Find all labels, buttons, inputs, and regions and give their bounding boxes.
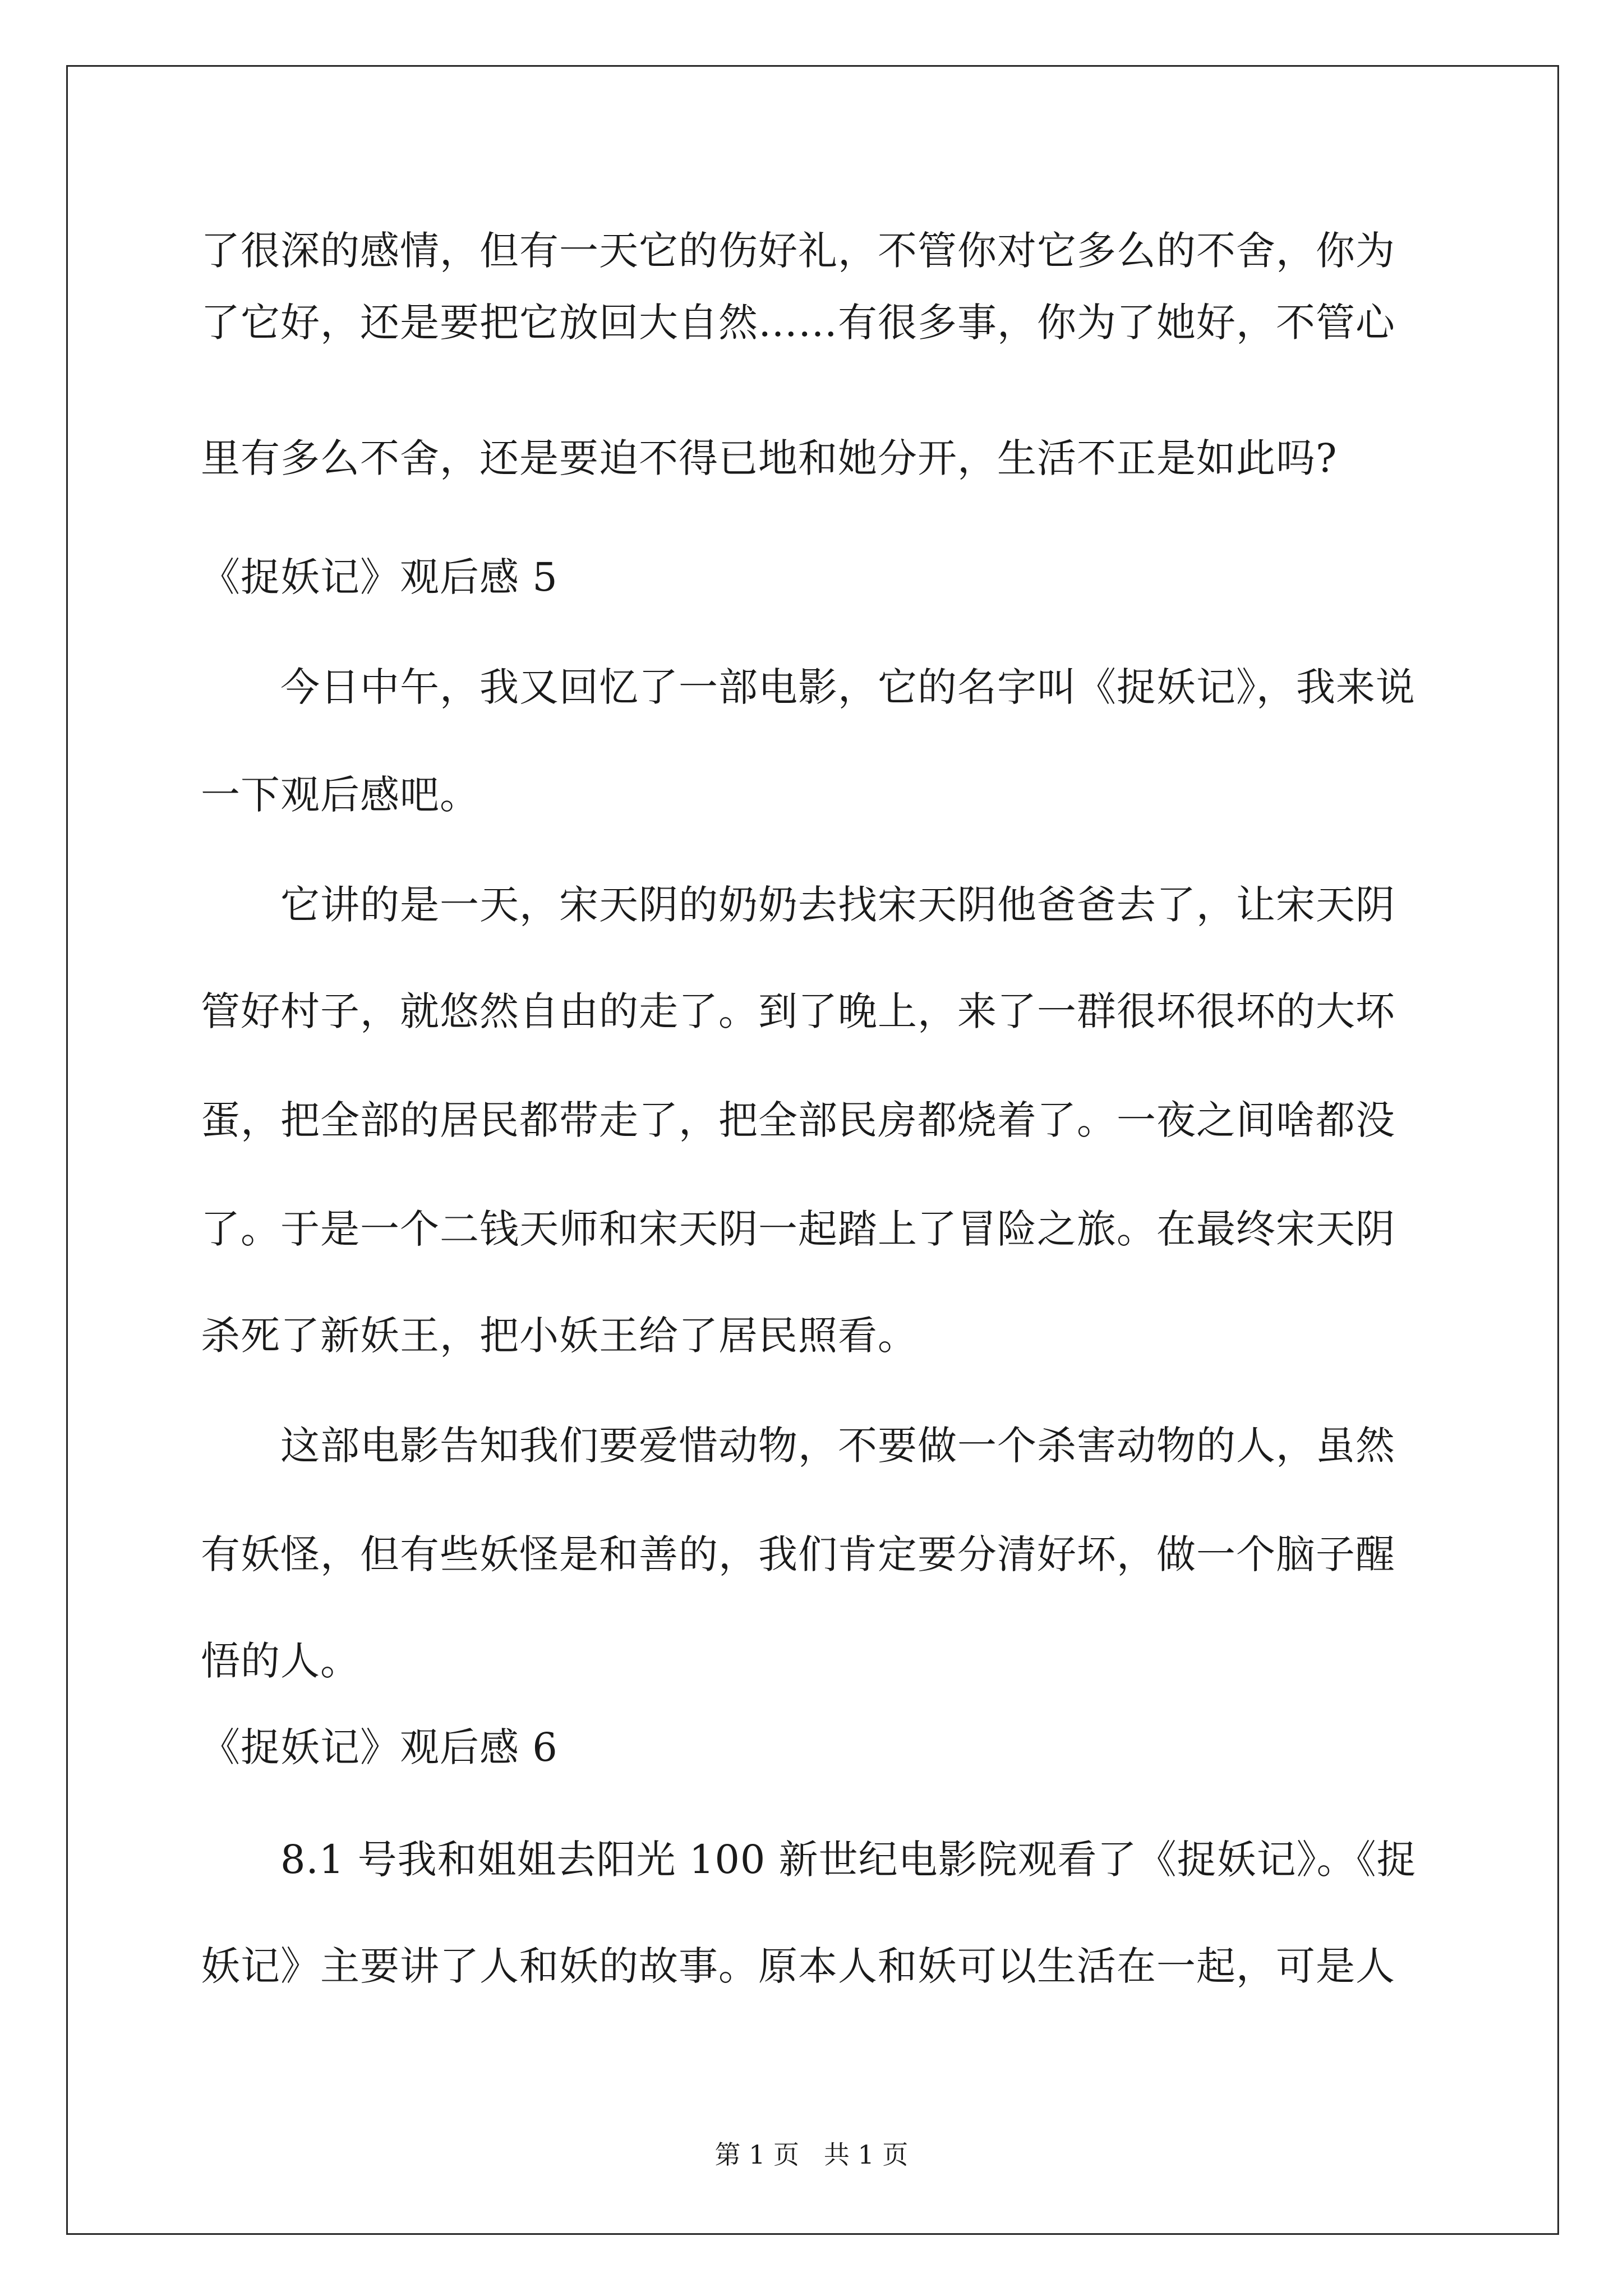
- paragraph-start-line: 今日中午，我又回忆了一部电影，它的名字叫《捉妖记》，我来说: [280, 664, 1415, 710]
- body-text-line: 妖记》主要讲了人和妖的故事。原本人和妖可以生活在一起，可是人: [201, 1943, 1395, 1989]
- paragraph-start-line: 8.1 号我和姐姐去阳光 100 新世纪电影院观看了《捉妖记》。《捉: [280, 1837, 1417, 1883]
- section-heading: 《捉妖记》观后感 6: [201, 1724, 558, 1770]
- paragraph-start-line: 它讲的是一天，宋天阴的奶奶去找宋天阴他爸爸去了，让宋天阴: [280, 882, 1395, 928]
- body-text-line: 蛋，把全部的居民都带走了，把全部民房都烧着了。一夜之间啥都没: [201, 1097, 1395, 1143]
- page-footer: 第 1 页 共 1 页: [714, 2139, 909, 2170]
- body-text-line: 里有多么不舍，还是要迫不得已地和她分开，生活不正是如此吗?: [201, 435, 1338, 481]
- body-text-line: 一下观后感吧。: [201, 772, 479, 818]
- page-border: [66, 65, 1559, 2235]
- section-heading: 《捉妖记》观后感 5: [201, 554, 558, 600]
- body-text-line: 杀死了新妖王，把小妖王给了居民照看。: [201, 1313, 917, 1359]
- body-text-line: 了。于是一个二钱天师和宋天阴一起踏上了冒险之旅。在最终宋天阴: [201, 1206, 1395, 1252]
- paragraph-start-line: 这部电影告知我们要爱惜动物，不要做一个杀害动物的人，虽然: [280, 1423, 1395, 1469]
- body-text-line: 有妖怪，但有些妖怪是和善的，我们肯定要分清好坏，做一个脑子醒: [201, 1531, 1395, 1577]
- body-text-line: 悟的人。: [201, 1638, 360, 1684]
- body-text-line: 管好村子，就悠然自由的走了。到了晚上，来了一群很坏很坏的大坏: [201, 988, 1395, 1034]
- body-text-line: 了很深的感情，但有一天它的伤好礼，不管你对它多么的不舍，你为: [201, 228, 1395, 274]
- body-text-line: 了它好，还是要把它放回大自然……有很多事，你为了她好，不管心: [201, 300, 1395, 346]
